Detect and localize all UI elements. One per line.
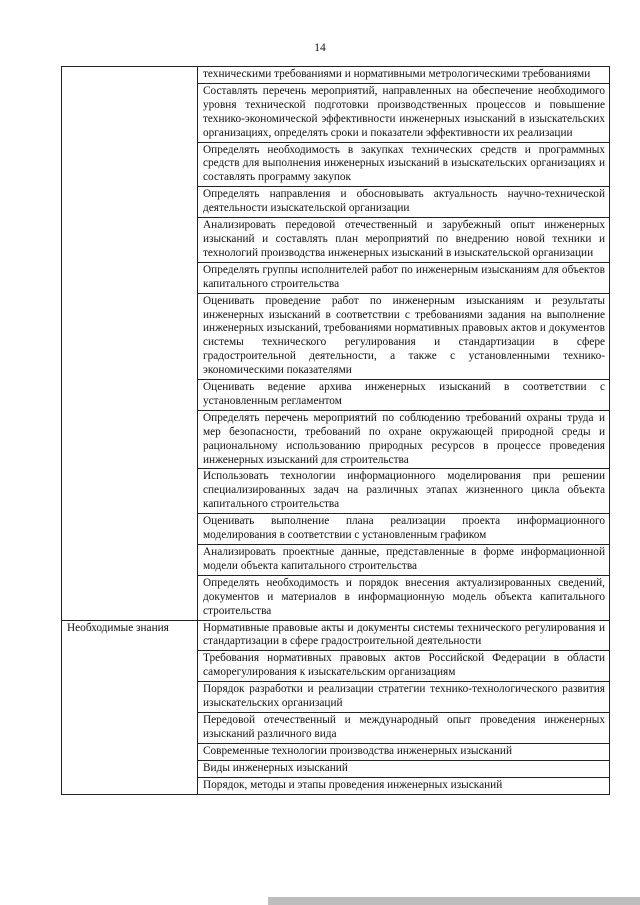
- knowledge-item: Порядок, методы и этапы проведения инженерных изысканий: [198, 777, 610, 794]
- skill-item: Определять группы исполнителей работ по инженерным изысканиям для объектов капитального строительства: [198, 262, 610, 293]
- requirements-table: [61, 66, 610, 795]
- skill-item: Оценивать проведение работ по инженерным изысканиям и результаты инженерных изысканий в соответствии с требованиями задания на выполнение инженерных изысканий, требованиями нормативных правовых актов и документов системы технического регулирования и стандартизации в сфере градостроительной деятельности, а также с установленными технико-экономическими показателями: [198, 293, 610, 379]
- knowledge-item: Виды инженерных изысканий: [198, 760, 610, 777]
- page-number: 14: [314, 42, 326, 54]
- knowledge-label: Необходимые знания: [62, 620, 198, 794]
- knowledge-item: Нормативные правовые акты и документы системы технического регулирования и стандартизации в сфере градостроительной деятельности: [198, 620, 610, 651]
- skill-item: техническими требованиями и нормативными метрологическими требованиями: [198, 67, 610, 84]
- scan-edge-mark: [268, 897, 640, 905]
- knowledge-item: Передовой отечественный и международный опыт проведения инженерных изысканий различного вида: [198, 712, 610, 743]
- skill-item: Составлять перечень мероприятий, направленных на обеспечение необходимого уровня технической подготовки производственных процессов и повышение технико-экономической эффективности инженерных изысканий в изыскательских организациях, определять сроки и показатели эффективности их реализации: [198, 83, 610, 142]
- knowledge-item: Современные технологии производства инженерных изысканий: [198, 743, 610, 760]
- table-row: [62, 67, 610, 84]
- table-body: [62, 67, 610, 795]
- skill-item: Анализировать проектные данные, представленные в форме информационной модели объекта капитального строительства: [198, 545, 610, 576]
- skill-item: Анализировать передовой отечественный и зарубежный опыт инженерных изысканий и составлять план мероприятий по внедрению новой техники и технологий производства инженерных изысканий в изыскательской организации: [198, 218, 610, 263]
- skill-item: Определять необходимость в закупках технических средств и программных средств для выполнения инженерных изысканий в изыскательских организациях и составлять программу закупок: [198, 142, 610, 187]
- skill-item: Определять перечень мероприятий по соблюдению требований охраны труда и мер безопасности, требований по охране окружающей природной среды и рациональному использованию природных ресурсов в процессе проведения инженерных изысканий для строительства: [198, 410, 610, 469]
- skill-item: Определять направления и обосновывать актуальность научно-технической деятельности изыскательской организации: [198, 187, 610, 218]
- knowledge-item: Требования нормативных правовых актов Российской Федерации в области саморегулирования к изыскательским организациям: [198, 651, 610, 682]
- skills-label-cell: [62, 67, 198, 621]
- table-row: [62, 620, 610, 651]
- knowledge-item: Порядок разработки и реализации стратегии технико-технологического развития изыскательских организаций: [198, 682, 610, 713]
- skill-item: Использовать технологии информационного моделирования при решении специализированных задач на различных этапах жизненного цикла объекта капитального строительства: [198, 469, 610, 514]
- skill-item: Оценивать выполнение плана реализации проекта информационного моделирования в соответствии с установленным графиком: [198, 514, 610, 545]
- skill-item: Определять необходимость и порядок внесения актуализированных сведений, документов и материалов в информационную модель объекта капитального строительства: [198, 575, 610, 620]
- skill-item: Оценивать ведение архива инженерных изысканий в соответствии с установленным регламентом: [198, 380, 610, 411]
